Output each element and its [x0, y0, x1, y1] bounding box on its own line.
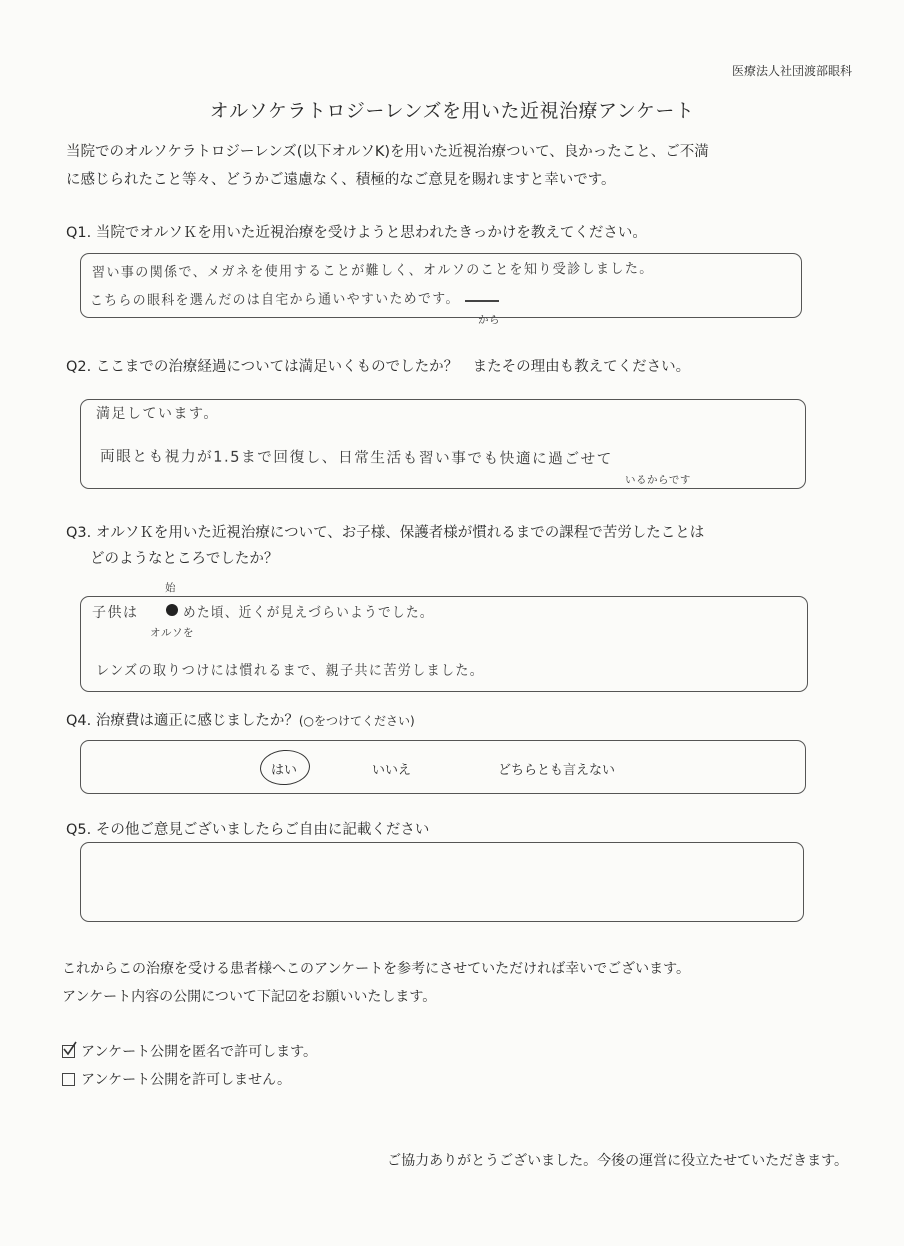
- option-neither[interactable]: どちらとも言えない: [498, 763, 616, 778]
- consent-allow-option[interactable]: [62, 1041, 317, 1061]
- q5-question: Q5. その他ご意見ございましたらご自由に記載ください: [66, 822, 430, 838]
- option-yes[interactable]: はい: [271, 763, 298, 778]
- q1-answer-note: から: [478, 314, 500, 326]
- q3-question-line2: どのようなところでしたか？: [90, 551, 279, 567]
- q1-answer-line2: こちらの眼科を選んだのは自宅から通いやすいためです。: [89, 290, 460, 309]
- intro-line: に感じられたこと等々、どうかご遠慮なく、積極的なご意見を賜れますと幸いです。: [66, 172, 616, 188]
- q2-answer-line2: 両眼とも視力が1.5まで回復し、日常生活も習い事でも快適に過ごせて: [99, 447, 613, 468]
- q4-instruction: (○をつけてください): [298, 714, 415, 728]
- intro-line: 当院でのオルソケラトロジーレンズ(以下オルソK)を用いた近視治療ついて、良かったこと、ご不満: [66, 144, 709, 160]
- option-no[interactable]: いいえ: [372, 763, 412, 778]
- consent-allow-label: アンケート公開を匿名で許可します。: [81, 1044, 318, 1060]
- consent-deny-option[interactable]: [62, 1069, 291, 1089]
- checkbox-empty-icon[interactable]: [62, 1073, 75, 1086]
- q2-question: Q2. ここまでの治療経過については満足いくものでしたか？ またその理由も教えてください。: [66, 359, 691, 375]
- q2-answer-line3: いるからです: [625, 474, 691, 486]
- q3-answer-line1-a: 子供は: [92, 605, 139, 621]
- q3-question-line1: Q3. オルソＫを用いた近視治療について、お子様、保護者様が慣れるまでの課程で苦労したことは: [66, 525, 705, 541]
- q4-question: [66, 708, 415, 734]
- q4-options-box: [80, 740, 806, 794]
- clinic-name: 医療法人社団渡部眼科: [731, 64, 852, 78]
- consent-deny-label: アンケート公開を許可しません。: [81, 1072, 291, 1088]
- q3-answer-note-top: 始: [165, 582, 176, 594]
- q1-question: Q1. 当院でオルソＫを用いた近視治療を受けようと思われたきっかけを教えてください。: [66, 225, 647, 241]
- q5-answer-box[interactable]: [80, 842, 804, 922]
- footer-line1: これからこの治療を受ける患者様へこのアンケートを参考にさせていただければ幸いでございます。: [62, 961, 691, 977]
- checkbox-checked-icon[interactable]: [62, 1045, 75, 1058]
- q3-answer-line1-b: めた頃、近くが見えづらいようでした。: [183, 605, 434, 621]
- survey-title: オルソケラトロジーレンズを用いた近視治療アンケート: [209, 100, 695, 122]
- q3-answer-line2: レンズの取りつけには慣れるまで、親子共に苦労しました。: [96, 663, 485, 679]
- q1-answer-line1: 習い事の関係で、メガネを使用することが難しく、オルソのことを知り受診しました。: [91, 260, 654, 281]
- strikethrough-mark: [465, 300, 499, 302]
- q3-answer-note-sub: オルソを: [150, 627, 194, 639]
- thanks-message: ご協力ありがとうございました。今後の運営に役立たせていただきます。: [387, 1153, 848, 1169]
- intro-text: [66, 138, 709, 194]
- footer-line2: アンケート内容の公開について下記☑をお願いいたします。: [62, 989, 437, 1005]
- ink-blot-mark: [166, 604, 178, 616]
- q4-question-text: Q4. 治療費は適正に感じましたか？: [66, 713, 299, 729]
- q2-answer-line1: 満足しています。: [96, 406, 219, 422]
